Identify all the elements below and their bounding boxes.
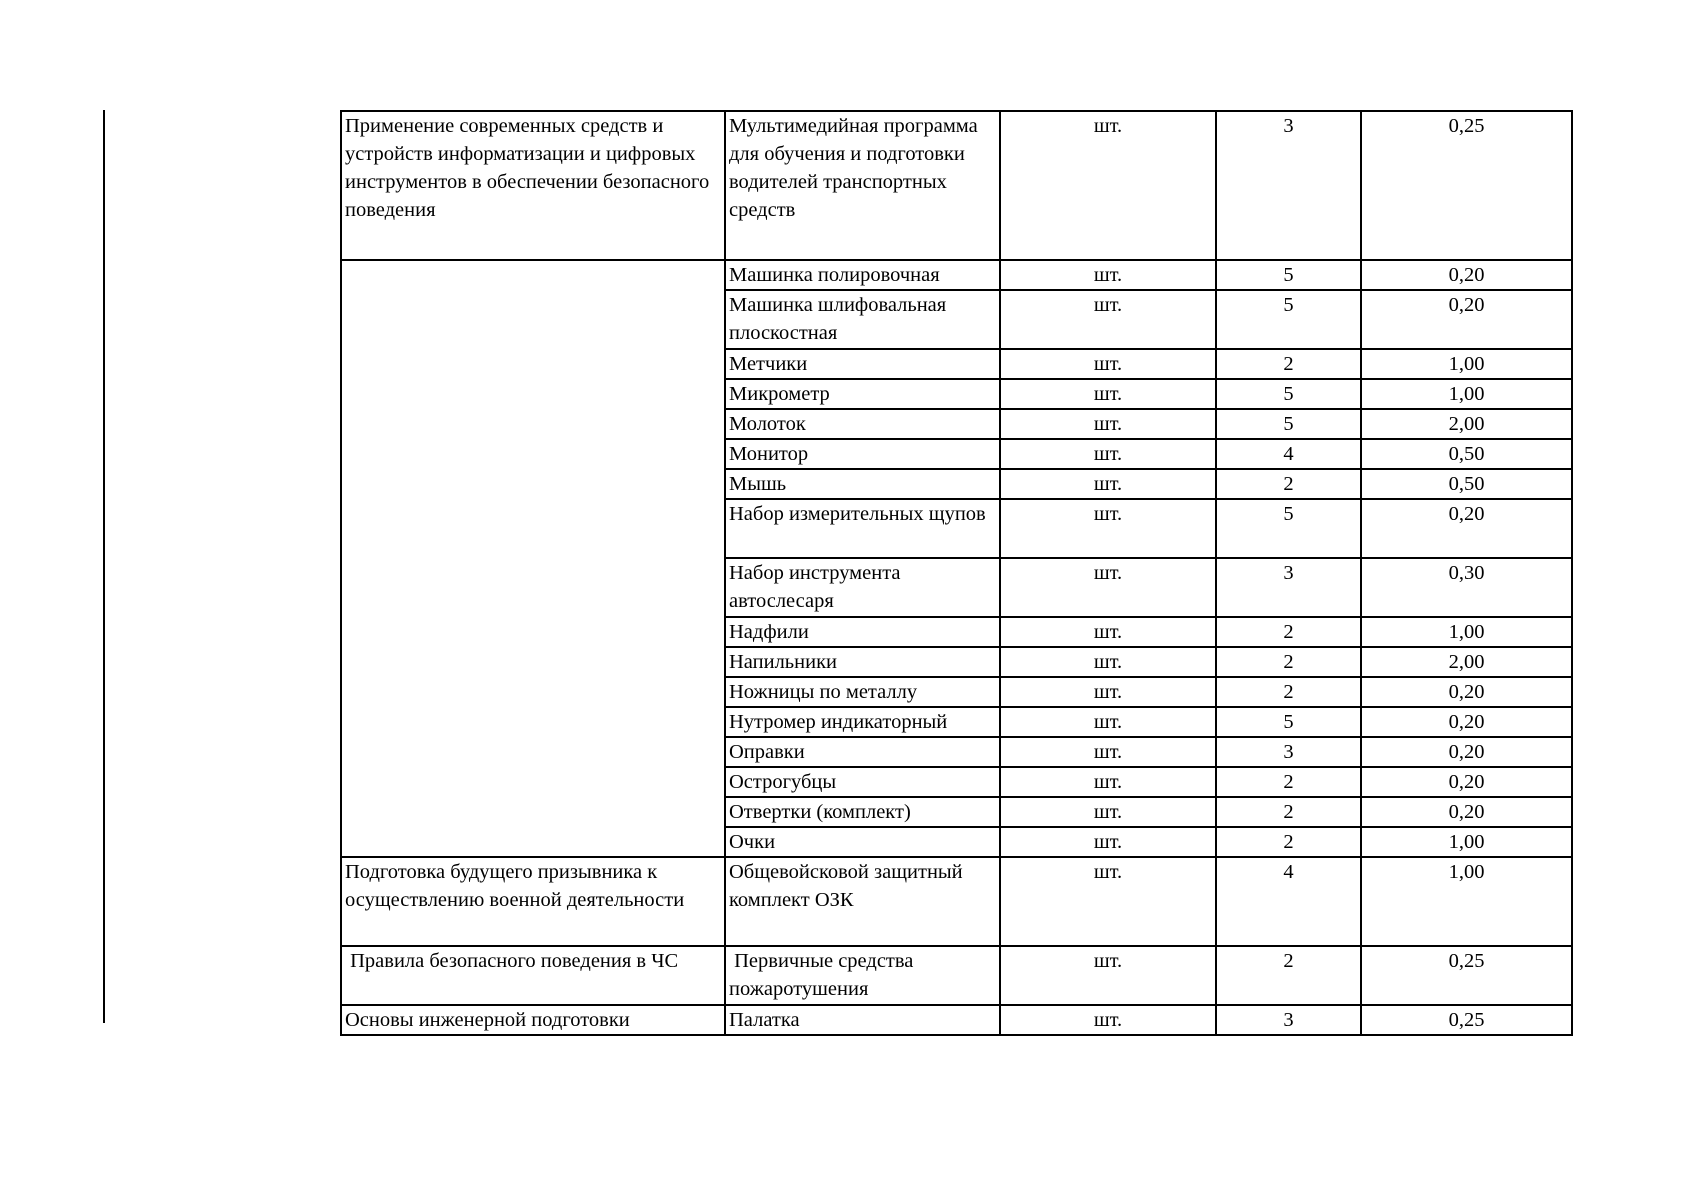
quantity-cell: 5 xyxy=(1216,290,1361,349)
unit-cell: шт. xyxy=(1000,379,1216,409)
unit-cell: шт. xyxy=(1000,677,1216,707)
item-name-cell: Напильники xyxy=(725,647,1000,677)
quantity-cell: 3 xyxy=(1216,1005,1361,1035)
unit-cell: шт. xyxy=(1000,111,1216,260)
table-row xyxy=(341,1005,1572,1035)
quantity-cell: 2 xyxy=(1216,946,1361,1005)
item-name-cell: Палатка xyxy=(725,1005,1000,1035)
item-name-cell: Машинка полировочная xyxy=(725,260,1000,290)
item-name-cell: Ножницы по металлу xyxy=(725,677,1000,707)
item-name-cell: Мультимедийная программа для обучения и подготовки водителей транспортных средств xyxy=(725,111,1000,260)
unit-cell: шт. xyxy=(1000,558,1216,617)
quantity-cell: 3 xyxy=(1216,737,1361,767)
item-name-cell: Очки xyxy=(725,827,1000,857)
quantity-cell: 3 xyxy=(1216,558,1361,617)
norm-cell: 0,20 xyxy=(1361,677,1572,707)
norm-cell: 0,20 xyxy=(1361,737,1572,767)
unit-cell: шт. xyxy=(1000,1005,1216,1035)
norm-cell: 0,25 xyxy=(1361,111,1572,260)
item-name-cell: Нутромер индикаторный xyxy=(725,707,1000,737)
norm-cell: 2,00 xyxy=(1361,647,1572,677)
norm-cell: 0,25 xyxy=(1361,946,1572,1005)
norm-cell: 1,00 xyxy=(1361,617,1572,647)
quantity-cell: 5 xyxy=(1216,409,1361,439)
norm-cell: 0,20 xyxy=(1361,290,1572,349)
item-name-cell: Отвертки (комплект) xyxy=(725,797,1000,827)
item-name-cell: Первичные средства пожаротушения xyxy=(725,946,1000,1005)
quantity-cell: 2 xyxy=(1216,647,1361,677)
norm-cell: 0,50 xyxy=(1361,439,1572,469)
quantity-cell: 5 xyxy=(1216,260,1361,290)
quantity-cell: 5 xyxy=(1216,379,1361,409)
norm-cell: 2,00 xyxy=(1361,409,1572,439)
unit-cell: шт. xyxy=(1000,260,1216,290)
unit-cell: шт. xyxy=(1000,469,1216,499)
topic-cell: Правила безопасного поведения в ЧС xyxy=(341,946,725,1005)
unit-cell: шт. xyxy=(1000,857,1216,946)
item-name-cell: Молоток xyxy=(725,409,1000,439)
quantity-cell: 3 xyxy=(1216,111,1361,260)
item-name-cell: Набор измерительных щупов xyxy=(725,499,1000,558)
quantity-cell: 2 xyxy=(1216,349,1361,379)
item-name-cell: Микрометр xyxy=(725,379,1000,409)
table-row xyxy=(341,857,1572,946)
norm-cell: 0,50 xyxy=(1361,469,1572,499)
unit-cell: шт. xyxy=(1000,409,1216,439)
quantity-cell: 2 xyxy=(1216,827,1361,857)
norm-cell: 1,00 xyxy=(1361,827,1572,857)
topic-cell xyxy=(341,260,725,857)
unit-cell: шт. xyxy=(1000,647,1216,677)
left-margin-rule xyxy=(103,110,105,1023)
table-row xyxy=(341,111,1572,260)
unit-cell: шт. xyxy=(1000,827,1216,857)
topic-cell: Применение современных средств и устройств информатизации и цифровых инструментов в обеспечении безопасного поведения xyxy=(341,111,725,260)
norm-cell: 1,00 xyxy=(1361,857,1572,946)
unit-cell: шт. xyxy=(1000,767,1216,797)
topic-cell: Основы инженерной подготовки xyxy=(341,1005,725,1035)
item-name-cell: Машинка шлифовальная плоскостная xyxy=(725,290,1000,349)
item-name-cell: Острогубцы xyxy=(725,767,1000,797)
equipment-table xyxy=(340,110,1573,1036)
unit-cell: шт. xyxy=(1000,797,1216,827)
norm-cell: 0,30 xyxy=(1361,558,1572,617)
item-name-cell: Монитор xyxy=(725,439,1000,469)
quantity-cell: 2 xyxy=(1216,469,1361,499)
topic-cell: Подготовка будущего призывника к осуществлению военной деятельности xyxy=(341,857,725,946)
quantity-cell: 4 xyxy=(1216,439,1361,469)
norm-cell: 0,20 xyxy=(1361,707,1572,737)
norm-cell: 0,20 xyxy=(1361,767,1572,797)
table-row xyxy=(341,260,1572,290)
item-name-cell: Надфили xyxy=(725,617,1000,647)
unit-cell: шт. xyxy=(1000,617,1216,647)
quantity-cell: 5 xyxy=(1216,707,1361,737)
item-name-cell: Общевойсковой защитный комплект ОЗК xyxy=(725,857,1000,946)
unit-cell: шт. xyxy=(1000,707,1216,737)
table-row xyxy=(341,946,1572,1005)
unit-cell: шт. xyxy=(1000,290,1216,349)
quantity-cell: 5 xyxy=(1216,499,1361,558)
norm-cell: 0,20 xyxy=(1361,260,1572,290)
quantity-cell: 2 xyxy=(1216,617,1361,647)
norm-cell: 0,25 xyxy=(1361,1005,1572,1035)
norm-cell: 1,00 xyxy=(1361,349,1572,379)
quantity-cell: 4 xyxy=(1216,857,1361,946)
item-name-cell: Набор инструмента автослесаря xyxy=(725,558,1000,617)
unit-cell: шт. xyxy=(1000,946,1216,1005)
norm-cell: 1,00 xyxy=(1361,379,1572,409)
item-name-cell: Мышь xyxy=(725,469,1000,499)
quantity-cell: 2 xyxy=(1216,767,1361,797)
unit-cell: шт. xyxy=(1000,499,1216,558)
unit-cell: шт. xyxy=(1000,349,1216,379)
item-name-cell: Метчики xyxy=(725,349,1000,379)
unit-cell: шт. xyxy=(1000,737,1216,767)
unit-cell: шт. xyxy=(1000,439,1216,469)
item-name-cell: Оправки xyxy=(725,737,1000,767)
quantity-cell: 2 xyxy=(1216,797,1361,827)
quantity-cell: 2 xyxy=(1216,677,1361,707)
norm-cell: 0,20 xyxy=(1361,797,1572,827)
norm-cell: 0,20 xyxy=(1361,499,1572,558)
